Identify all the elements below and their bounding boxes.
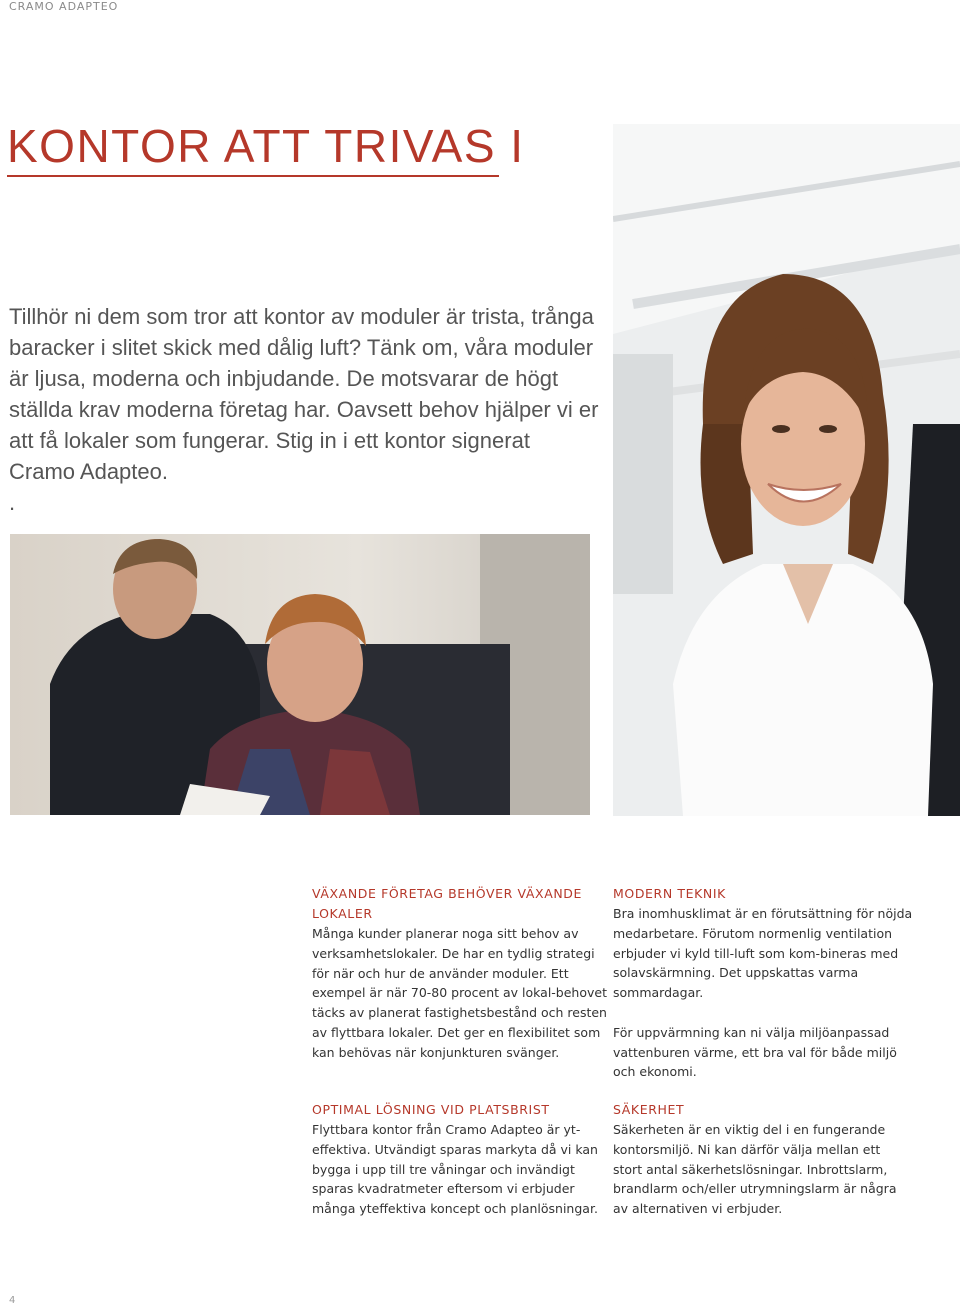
section-growing-companies (312, 884, 612, 1063)
photo-men-at-desk (10, 534, 590, 815)
section-optimal-solution (312, 1100, 612, 1219)
section-paragraph: Bra inomhusklimat är en förutsättning för nöjda medarbetare. Förutom normenlig ventilation erbjuder vi kyld till-luft som kom-bineras med solavskärmning. Det uppskattas varma sommardagar. (613, 906, 913, 1001)
section-modern-technology (613, 884, 913, 1082)
page-title: KONTOR ATT TRIVAS I (7, 120, 525, 172)
running-header: CRAMO ADAPTEO (9, 0, 119, 13)
photo-smiling-woman-image (613, 124, 960, 816)
title-underline (7, 175, 499, 177)
lead-tail: . (9, 490, 16, 515)
section-paragraph: Många kunder planerar noga sitt behov av verksamhetslokaler. De har en tydlig strategi för när och hur de använder moduler. Ett exempel är när 70-80 procent av lokal-behovet täcks av planerat fastighetsbestånd och resten av flyttbara lokaler. Det ger en flexibilitet som kan behövas när konjunkturen svänger. (312, 926, 607, 1060)
section-paragraph: Flyttbara kontor från Cramo Adapteo är yt-effektiva. Utvändigt sparas markyta då vi kan bygga i upp till tre våningar och invändigt sparas kvadratmeter eftersom vi erbjuder många yteffektiva koncept och planlösningar. (312, 1122, 598, 1217)
section-security (613, 1100, 913, 1219)
photo-smiling-woman (613, 124, 960, 816)
section-paragraph: För uppvärmning kan ni välja miljöanpassad vattenburen värme, ett bra val för både miljö och ekonomi. (613, 1024, 897, 1080)
lead-text: Tillhör ni dem som tror att kontor av moduler är trista, trånga baracker i slitet skick med dålig luft? Tänk om, våra moduler är ljusa, moderna och inbjudande. De motsvarar de högt ställda krav moderna företag har. Oavsett behov hjälper vi er att få lokaler som fungerar. Stig in i ett kontor signerat Cramo Adapteo. (9, 304, 599, 484)
section-heading: MODERN TEKNIK (613, 886, 726, 901)
section-heading: VÄXANDE FÖRETAG BEHÖVER VÄXANDE LOKALER (312, 886, 583, 921)
section-heading: OPTIMAL LÖSNING VID PLATSBRIST (312, 1102, 550, 1117)
photo-men-at-desk-image (10, 534, 590, 815)
section-paragraph: Säkerheten är en viktig del i en fungerande kontorsmiljö. Ni kan därför välja mellan ett stort antal säkerhetslösningar. Inbrottslarm, brandlarm och/eller utrymningslarm är några av alternativen vi erbjuder. (613, 1122, 897, 1217)
section-heading: SÄKERHET (613, 1102, 685, 1117)
lead-paragraph (9, 301, 599, 518)
page-number: 4 (9, 1295, 16, 1306)
